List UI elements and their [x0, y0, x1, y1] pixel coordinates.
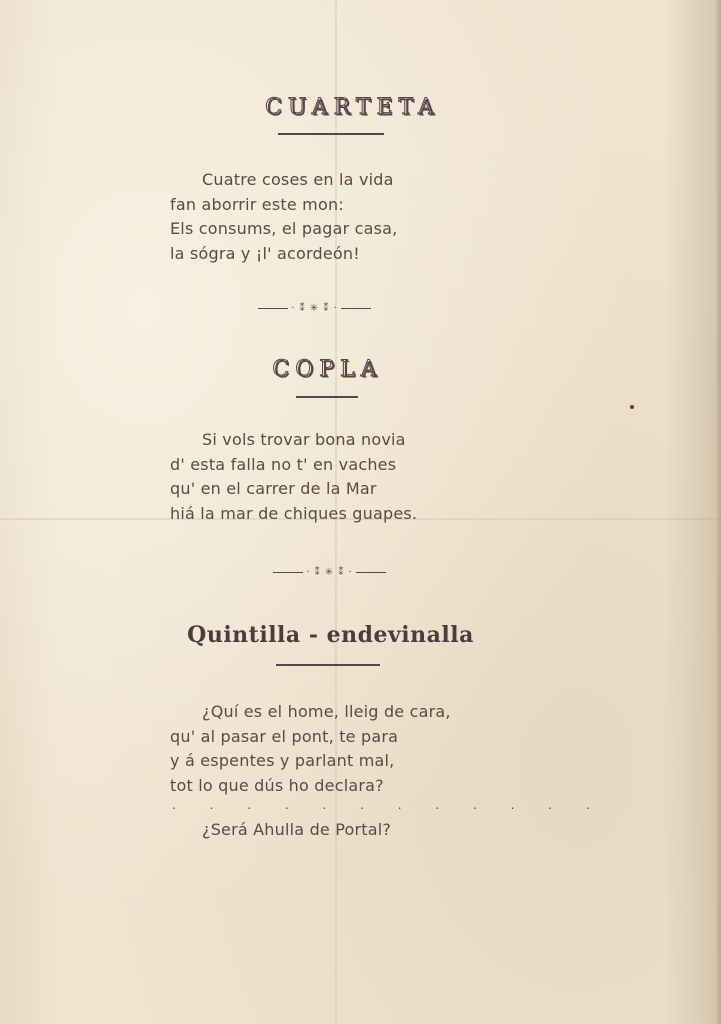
ornament-bar	[341, 308, 371, 309]
verse-line: Cuatre coses en la vida	[202, 170, 394, 189]
copla-underline	[296, 396, 358, 398]
verse-line: ¿Quí es el home, lleig de cara,	[202, 702, 451, 721]
quintilla-title: Quintilla - endevinalla	[187, 622, 474, 648]
ornament-bar	[273, 572, 303, 573]
verse-line: d' esta falla no t' en vaches	[170, 454, 397, 474]
verse-line: Els consums, el pagar casa,	[170, 219, 398, 238]
verse-line: qu' al pasar el pont, te para	[170, 726, 399, 746]
verse-line: tot lo que dús ho declara?	[170, 775, 384, 795]
verse-line: y á espentes y parlant mal,	[170, 751, 395, 770]
ellipsis-dots: . . . . . . . . . . . .	[172, 798, 605, 812]
copla-verse	[170, 428, 500, 526]
verse-line: hiá la mar de chiques guapes.	[170, 503, 418, 523]
cuarteta-title: CUARTETA	[265, 95, 440, 120]
quintilla-answer	[170, 818, 500, 843]
paper-speck	[630, 405, 634, 409]
section-ornament	[0, 567, 690, 578]
cuarteta-underline	[278, 133, 384, 135]
ornament-glyph: · ⁑ ✳ ⁑ ·	[291, 303, 338, 314]
copla-title: COPLA	[272, 357, 383, 382]
verse-line: Si vols trovar bona novia	[202, 430, 406, 449]
answer-line: ¿Será Ahulla de Portal?	[202, 820, 392, 839]
quintilla-underline	[276, 664, 380, 666]
verse-line: la sógra y ¡l' acordeón!	[170, 243, 360, 263]
quintilla-verse	[170, 700, 500, 798]
verse-line: qu' en el carrer de la Mar	[170, 479, 377, 498]
ornament-bar	[258, 308, 288, 309]
verse-line: fan aborrir este mon:	[170, 194, 344, 214]
cuarteta-verse	[170, 168, 500, 266]
section-ornament	[0, 303, 675, 314]
ornament-bar	[356, 572, 386, 573]
paper-edge	[715, 0, 721, 1024]
ornament-glyph: · ⁑ ✳ ⁑ ·	[306, 567, 353, 578]
